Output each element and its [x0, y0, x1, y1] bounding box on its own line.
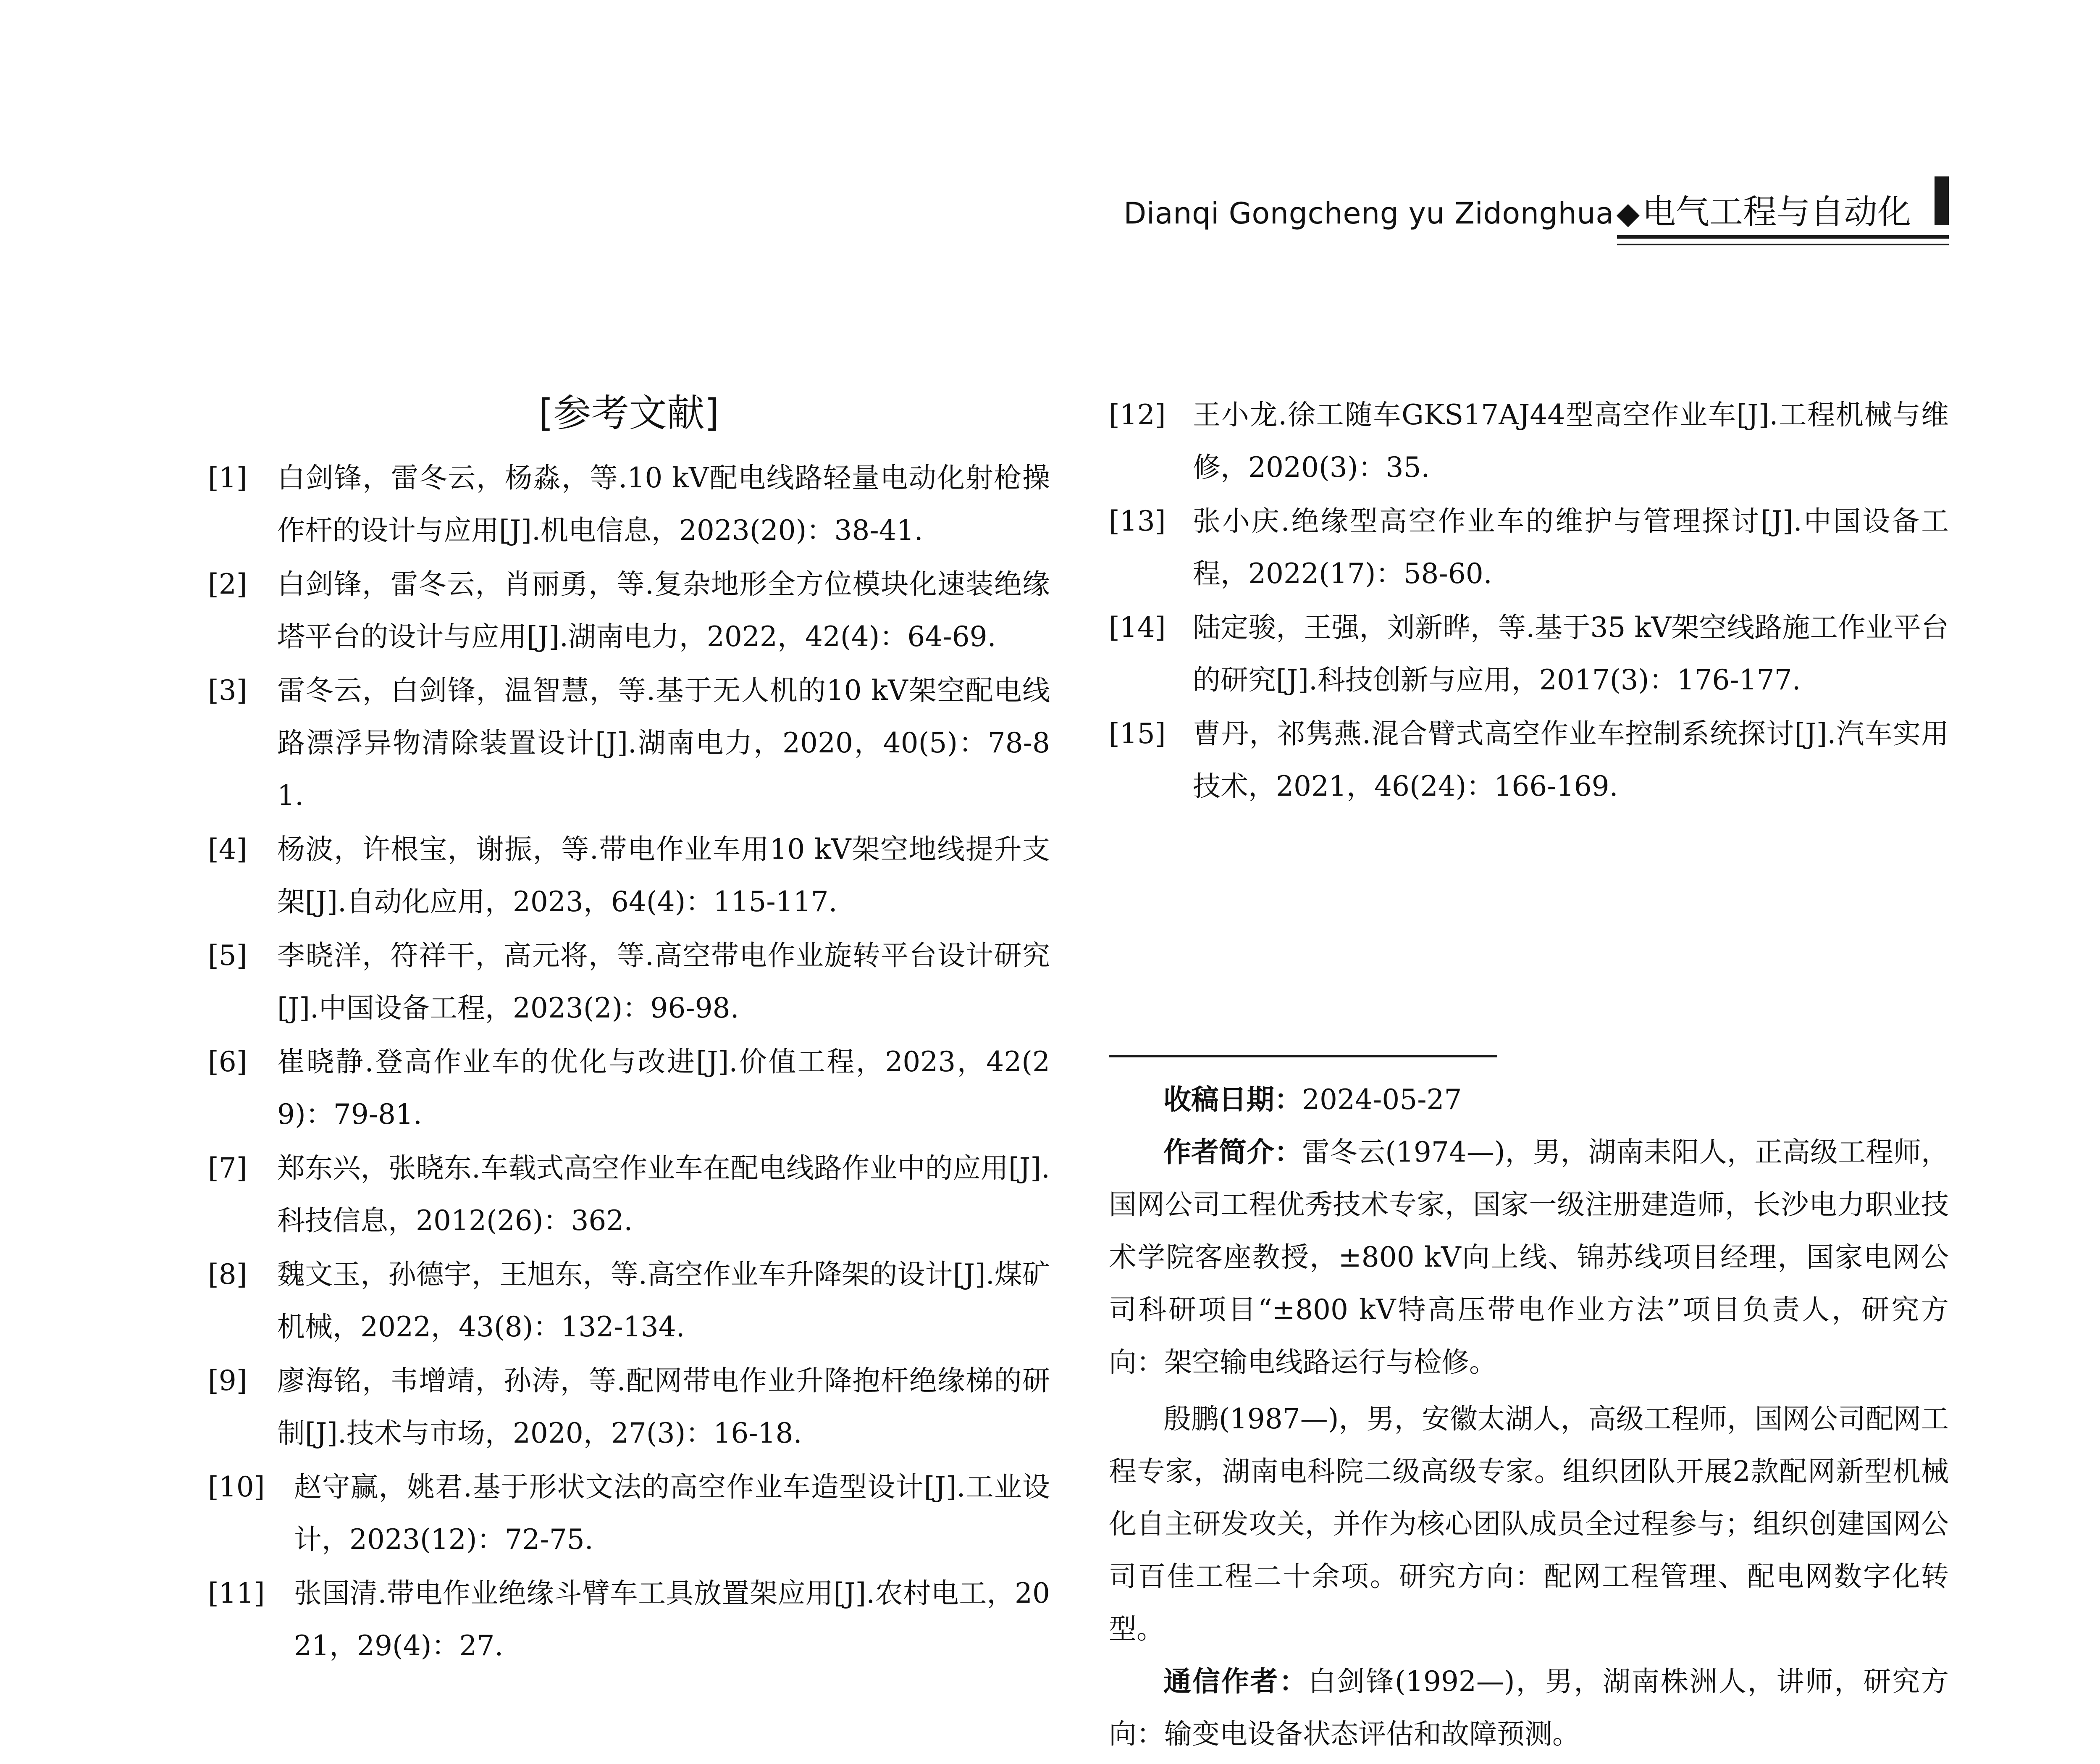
references-heading: [参考文献] — [538, 391, 719, 435]
reference-number: [15] — [1109, 718, 1166, 750]
author-bio-label: 作者简介： — [1163, 1136, 1302, 1168]
reference-list-left — [208, 452, 1050, 1673]
header-rule-thin — [1617, 244, 1949, 245]
received-date — [1109, 1073, 1949, 1126]
reference-text: 赵守赢，姚君.基于形状文法的高空作业车造型设计[J].工业设计，2023(12)：72-75. — [294, 1471, 1050, 1556]
reference-number: [6] — [208, 1046, 247, 1078]
reference-item — [208, 1461, 1050, 1566]
reference-text: 雷冬云，白剑锋，温智慧，等.基于无人机的10 kV架空配电线路漂浮异物清除装置设计[J].湖南电力，2020，40(5)：78-81. — [277, 674, 1050, 812]
reference-number: [2] — [208, 568, 247, 600]
reference-text: 王小龙.徐工随车GKS17AJ44型高空作业车[J].工程机械与维修，2020(3)：35. — [1193, 399, 1949, 484]
author-bio-text: 雷冬云(1974—)，男，湖南耒阳人，正高级工程师，国网公司工程优秀技术专家，国家一级注册建造师，长沙电力职业技术学院客座教授，±800 kV向上线、锦苏线项目经理，国家电网公司科研项目“±800 kV特高压带电作业方法”项目负责人，研究方向：架空输电线路运行与检修。 — [1109, 1136, 1949, 1378]
reference-text: 杨波，许根宝，谢振，等.带电作业车用10 kV架空地线提升支架[J].自动化应用，2023，64(4)：115-117. — [277, 833, 1050, 918]
reference-number: [7] — [208, 1152, 247, 1184]
reference-text: 白剑锋，雷冬云，杨淼，等.10 kV配电线路轻量电动化射枪操作杆的设计与应用[J].机电信息，2023(20)：38-41. — [277, 462, 1050, 547]
reference-number: [4] — [208, 833, 247, 865]
reference-item — [208, 1142, 1050, 1247]
reference-number: [14] — [1109, 611, 1166, 644]
reference-item — [1109, 601, 1949, 706]
reference-number: [10] — [208, 1471, 265, 1503]
header-rule-thick — [1617, 235, 1949, 239]
reference-item — [208, 823, 1050, 928]
reference-text: 郑东兴，张晓东.车载式高空作业车在配电线路作业中的应用[J].科技信息，2012(26)：362. — [277, 1152, 1050, 1237]
corresponding-author-label: 通信作者： — [1163, 1665, 1308, 1698]
reference-list-right — [1109, 389, 1949, 814]
corresponding-author — [1109, 1655, 1949, 1760]
reference-text: 廖海铭，韦增靖，孙涛，等.配网带电作业升降抱杆绝缘梯的研制[J].技术与市场，2020，27(3)：16-18. — [277, 1364, 1050, 1449]
diamond-icon: ◆ — [1616, 195, 1640, 231]
reference-item — [208, 1036, 1050, 1141]
header-bar-decoration — [1935, 176, 1949, 225]
second-author-bio: 殷鹏(1987—)，男，安徽太湖人，高级工程师，国网公司配网工程专家，湖南电科院二级高级专家。组织团队开展2款配网新型机械化自主研发攻关，并作为核心团队成员全过程参与；组织创建国网公司百佳工程二十余项。研究方向：配网工程管理、配电网数字化转型。 — [1109, 1403, 1949, 1645]
header-journal-name: 电气工程与自动化 — [1642, 192, 1911, 231]
header-text — [1124, 185, 1911, 233]
reference-text: 曹丹，祁隽燕.混合臂式高空作业车控制系统探讨[J].汽车实用技术，2021，46(24)：166-169. — [1193, 718, 1949, 802]
corresponding-author-text: 白剑锋(1992—)，男，湖南株洲人，讲师，研究方向：输变电设备状态评估和故障预测。 — [1109, 1665, 1949, 1750]
reference-number: [12] — [1109, 399, 1166, 431]
reference-number: [1] — [208, 462, 247, 494]
reference-text: 白剑锋，雷冬云，肖丽勇，等.复杂地形全方位模块化速装绝缘塔平台的设计与应用[J].湖南电力，2022，42(4)：64-69. — [277, 568, 1050, 653]
reference-item — [208, 452, 1050, 557]
reference-text: 张小庆.绝缘型高空作业车的维护与管理探讨[J].中国设备工程，2022(17)：58-60. — [1193, 505, 1949, 590]
reference-text: 魏文玉，孙德宇，王旭东，等.高空作业车升降架的设计[J].煤矿机械，2022，43(8)：132-134. — [277, 1258, 1050, 1343]
reference-text: 陆定骏，王强，刘新晔，等.基于35 kV架空线路施工作业平台的研究[J].科技创新与应用，2017(3)：176-177. — [1193, 611, 1949, 696]
reference-number: [9] — [208, 1364, 247, 1397]
reference-number: [11] — [208, 1577, 265, 1609]
footnote-rule — [1109, 1055, 1497, 1057]
reference-item — [208, 1567, 1050, 1672]
reference-number: [8] — [208, 1258, 247, 1291]
reference-item — [208, 1248, 1050, 1353]
reference-item — [208, 558, 1050, 663]
header-journal-pinyin: Dianqi Gongcheng yu Zidonghua — [1124, 196, 1614, 231]
reference-item — [1109, 707, 1949, 812]
running-header — [1124, 185, 1949, 260]
reference-item — [1109, 389, 1949, 494]
reference-text: 崔晓静.登高作业车的优化与改进[J].价值工程，2023，42(29)：79-81. — [277, 1046, 1050, 1130]
reference-item — [1109, 495, 1949, 600]
received-date-value: 2024-05-27 — [1302, 1083, 1462, 1116]
author-bio — [1109, 1126, 1949, 1388]
reference-text: 张国清.带电作业绝缘斗臂车工具放置架应用[J].农村电工，2021，29(4)：27. — [294, 1577, 1050, 1662]
received-date-label: 收稿日期： — [1163, 1083, 1302, 1116]
reference-item — [208, 929, 1050, 1034]
reference-number: [13] — [1109, 505, 1166, 537]
reference-number: [5] — [208, 939, 247, 972]
reference-text: 李晓洋，符祥干，高元将，等.高空带电作业旋转平台设计研究[J].中国设备工程，2023(2)：96-98. — [277, 939, 1050, 1024]
reference-number: [3] — [208, 674, 247, 707]
reference-item — [208, 664, 1050, 822]
reference-item — [208, 1354, 1050, 1459]
